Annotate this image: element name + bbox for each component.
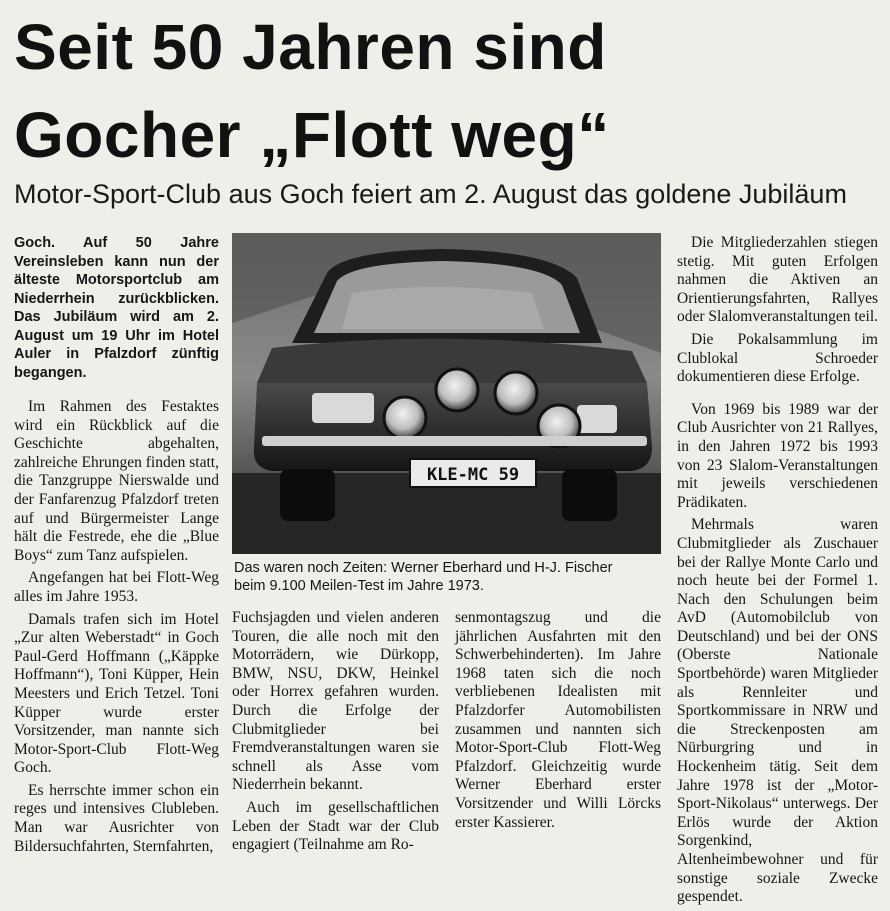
paragraph: Mehrmals waren Clubmitglieder als Zuschauer bei der Rallye Monte Carlo und noch heute bei der Formel 1. Nach den Schulungen beim AvD (Automobilclub von Deutschland) und bei der ONS (Oberste Nationale Sportbehörde) waren Mitglieder als Rennleiter und Sportkommissare in NRW und die Streckenposten am Nürburgring und in Hockenheim tätig. Seit dem Jahre 1978 ist der „Motor-Sport-Nikolaus“ unterwegs. Der Erlös wurde der Aktion Sorgenkind, Altenheimbewohner und für sonstige soziale Zwecke gespendet. xyxy=(677,516,878,906)
paragraph: Im Rahmen des Festaktes wird ein Rückblick auf die Geschichte abgehalten, zahlreiche Ehrungen finden statt, die Tanzgruppe Nierswalde und der Fanfarenzug Pfalzdorf treten auf und Bürgermeister Lange hält die Festrede, ehe die „Blue Boys“ zum Tanz aufspielen. xyxy=(14,398,219,564)
paragraph: Die Mitgliederzahlen stiegen stetig. Mit guten Erfolgen nahmen die Aktiven an Orientierungsfahrten, Rallyes oder Slalomveranstaltungen teil. xyxy=(677,234,879,326)
subheadline: Motor-Sport-Club aus Goch feiert am 2. August das goldene Jubiläum xyxy=(14,179,847,209)
headline xyxy=(14,11,884,171)
paragraph: Angefangen hat bei Flott-Weg alles im Jahre 1953. xyxy=(14,569,219,605)
headline-line-2: Gocher „Flott weg“ xyxy=(14,99,610,171)
paragraph: Von 1969 bis 1989 war der Club Ausrichter von 21 Rallyes, in den Jahren 1972 bis 1993 von 23 Slalom-Veranstaltungen mit jeweils verschiedenen Prädikaten. xyxy=(677,400,878,511)
rally-car-photo xyxy=(232,233,661,554)
photo-caption xyxy=(234,559,664,595)
paragraph: Fuchsjagden und vielen anderen Touren, die alle noch mit den Motorrädern, wie Dürkopp, BMW, NSU, DKW, Heinkel oder Horrex gefahren wurden. Durch die Erfolge der Clubmitglieder bei Fremdveranstaltungen waren sie schnell als Asse vom Niederrhein bekannt. xyxy=(232,609,439,794)
paragraph: Die Pokalsammlung im Clublokal Schroeder dokumentieren diese Erfolge. xyxy=(677,330,878,386)
paragraph: Auch im gesellschaftlichen Leben der Stadt war der Club engagiert (Teilnahme am Ro- xyxy=(232,798,439,854)
paragraph: senmontagszug und die jährlichen Ausfahrten mit den Schwerbehinderten). Im Jahre 1968 taten sich die noch verbliebenen Idealisten mit Pfalzdorfer Automobilisten zusammen und nannten sich Motor-Sport-Club Flott-Weg Pfalzdorf. Gleichzeitig wurde Werner Eberhard erster Vorsitzender und Willi Lörcks erster Kassierer. xyxy=(455,609,661,831)
caption-line-1: Das waren noch Zeiten: Werner Eberhard und H-J. Fischer xyxy=(234,560,613,576)
lead-paragraph: Goch. Auf 50 Jahre Vereinsleben kann nun der älteste Motorsportclub am Niederrhein zurückblicken. Das Jubiläum wird am 2. August um 19 Uhr im Hotel Auler in Pfalzdorf zünftig begangen. xyxy=(14,235,219,381)
column-2 xyxy=(232,609,439,859)
column-3 xyxy=(455,609,661,836)
caption-line-2: beim 9.100 Meilen-Test im Jahre 1973. xyxy=(234,578,484,594)
paragraph: Es herrschte immer schon ein reges und intensives Clubleben. Man war Ausrichter von Bildersuchfahrten, Sternfahrten, xyxy=(14,781,219,855)
headline-line-1: Seit 50 Jahren sind xyxy=(14,11,607,83)
column-4 xyxy=(677,234,878,911)
column-1 xyxy=(14,234,219,860)
license-plate: KLE-MC 59 xyxy=(426,465,520,485)
paragraph: Damals trafen sich im Hotel „Zur alten Weberstadt“ in Goch Paul-Gerd Hoffmann („Käppke Hoffmann“), Toni Küpper, Hein Meesters und Erich Tetzel. Toni Küpper wurde erster Vorsitzender, man nannte sich Motor-Sport-Club Flott-Weg Goch. xyxy=(14,610,219,777)
